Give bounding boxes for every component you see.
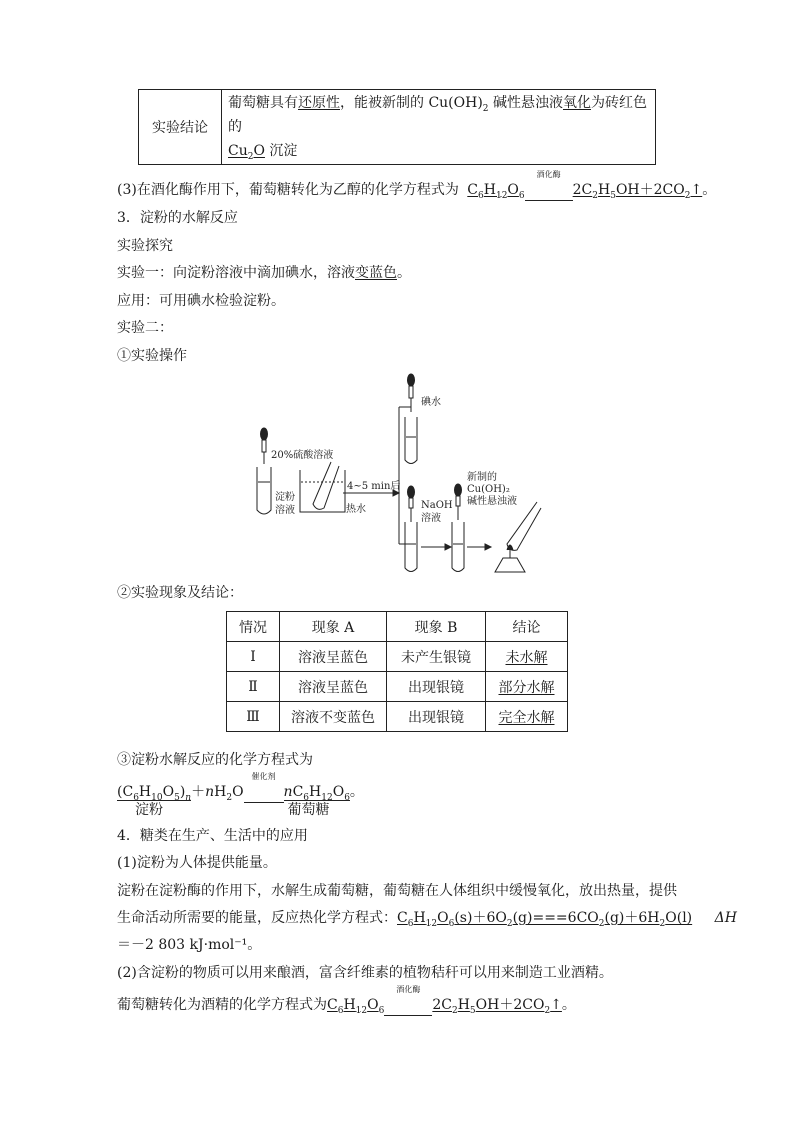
para1-line1: 淀粉在淀粉酶的作用下，水解生成葡萄糖，葡萄糖在人体组织中缓慢氧化，放出热量，提供 <box>117 883 677 899</box>
table-cell-answer: 未水解 <box>486 642 568 672</box>
test-tube-starch-icon <box>257 467 271 514</box>
item3-text: (3)在酒化酶作用下，葡萄糖转化为乙醇的化学方程式为 <box>117 182 459 198</box>
observation-title: ②实验现象及结论： <box>117 585 243 601</box>
naoh-label-1: NaOH <box>421 500 453 511</box>
iodine-label: 碘水 <box>421 397 441 408</box>
answer-cu2o: $Cu_2O$ <box>228 143 265 162</box>
cuoh-label-2: Cu(OH)₂ <box>467 484 510 495</box>
para1-line2 <box>117 908 737 928</box>
para-text: 生命活动所需要的能量，反应热化学方程式： <box>117 910 397 926</box>
answer-oxidize: 氧化 <box>562 95 591 111</box>
application-line: 应用：可用碘水检验淀粉。 <box>117 293 285 309</box>
glucose-line <box>117 985 576 1016</box>
table-row <box>227 642 568 672</box>
hydrolysis-equation: $(C_6H_{10}O_5)_n$ 淀粉 $+nH_2O$ 催化剂 $nC_6H_{12}O_6$ 葡萄糖 。 <box>117 772 364 818</box>
glucose-name: 葡萄糖 <box>287 802 330 818</box>
experiment2-title: 实验二： <box>117 320 173 336</box>
dropper-iodine-icon <box>408 374 415 412</box>
equation-title: ③淀粉水解反应的化学方程式为 <box>117 752 313 768</box>
starch-label-2: 溶液 <box>275 505 295 516</box>
reactant-starch: $(C_6H_{10}O_5)_n$ 淀粉 <box>117 784 192 818</box>
exp1-text: 实验一：向淀粉溶液中滴加碘水，溶液 <box>117 265 355 281</box>
hot-water-label: 热水 <box>346 504 366 515</box>
operation-title: ①实验操作 <box>117 348 187 364</box>
cuoh-label-1: 新制的 <box>467 472 497 483</box>
conclusion-text: ，能被新制的 Cu(OH) <box>340 95 483 111</box>
table-cell: 未产生银镜 <box>387 642 486 672</box>
plus-sign: ＋ <box>191 784 206 800</box>
observation-table <box>226 611 568 732</box>
product-glucose: $nC_6H_{12}O_6$ 葡萄糖 <box>283 784 350 818</box>
table-header: 现象 A <box>280 612 387 642</box>
punct: 。 <box>702 182 717 198</box>
table-cell: 溶液呈蓝色 <box>280 642 387 672</box>
explore-title: 实验探究 <box>117 238 173 254</box>
naoh-label-2: 溶液 <box>421 513 441 524</box>
gas-arrow: ↑ <box>550 997 562 1013</box>
gas-arrow: ↑ <box>690 182 703 198</box>
table-cell-answer: 完全水解 <box>486 702 568 732</box>
table-cell: 溶液不变蓝色 <box>280 702 387 732</box>
table-cell: Ⅰ <box>227 642 280 672</box>
conclusion-text: 为砖红色的 <box>228 95 647 135</box>
dropper-cuoh-icon <box>455 484 462 520</box>
catalyst-label: 催化剂 <box>251 772 276 781</box>
delta-h-value: ＝－2 803 kJ·mol⁻¹。 <box>117 937 262 953</box>
table-cell-answer: 部分水解 <box>486 672 568 702</box>
conclusion-table <box>138 89 656 165</box>
ferment-equation-2: $C_6H_{12}O_6$ 酒化酶 $2C_2H_5OH+2CO_2↑$ <box>327 985 562 1016</box>
item3-line <box>117 170 717 201</box>
starch-name: 淀粉 <box>135 802 163 818</box>
table-row <box>227 702 568 732</box>
dropper-naoh-icon <box>408 486 415 522</box>
conclusion-label: 实验结论 <box>139 90 222 165</box>
table-cell: Ⅲ <box>227 702 280 732</box>
table-header: 情况 <box>227 612 280 642</box>
ferment-equation: $C_6H_{12}O_6$ 酒化酶 $2C_2H_5OH+2CO_2↑$ <box>467 170 703 201</box>
table-header: 结论 <box>486 612 568 642</box>
thermo-equation: $C_6H_{12}O_6(s)+6O_2(g)===6CO_2(g)+6H_2O(l)$ <box>397 910 693 929</box>
subscript: 2 <box>482 103 489 114</box>
conclusion-text: 葡萄糖具有 <box>228 95 298 111</box>
cuoh-label-3: 碱性悬浊液 <box>467 496 517 507</box>
starch-label-1: 淀粉 <box>275 492 295 503</box>
table-header: 现象 B <box>387 612 486 642</box>
table-cell: 出现银镜 <box>387 702 486 732</box>
table-row <box>227 672 568 702</box>
section3-title: 3．淀粉的水解反应 <box>117 210 238 226</box>
experiment1-line <box>117 263 411 283</box>
sub2-title: (2)含淀粉的物质可以用来酿酒，富含纤维素的植物秸秆可以用来制造工业酒精。 <box>117 965 613 981</box>
glucose-text: 葡萄糖转化为酒精的化学方程式为 <box>117 997 327 1013</box>
conclusion-text: 碱性悬浊液 <box>488 95 563 111</box>
table-cell: 出现银镜 <box>387 672 486 702</box>
tilted-tube-icon <box>313 462 339 509</box>
table-header-row <box>227 612 568 642</box>
time-label: 4~5 min后 <box>347 481 401 492</box>
apparatus-diagram <box>245 372 545 582</box>
punct: 。 <box>397 265 411 281</box>
answer-reducibility: 还原性 <box>298 95 340 111</box>
dropper-acid-icon <box>261 428 268 464</box>
beaker-icon <box>300 470 345 512</box>
punct: 。 <box>561 997 576 1013</box>
delta-h: ΔH <box>714 910 737 926</box>
conclusion-text: 沉淀 <box>264 143 298 159</box>
alcohol-lamp-icon <box>495 545 525 572</box>
test-tube-iodine-icon <box>405 417 417 464</box>
sub1-title: (1)淀粉为人体提供能量。 <box>117 855 277 871</box>
conclusion-content <box>222 90 656 165</box>
heated-tube-icon <box>507 502 541 550</box>
catalyst-label: 酒化酶 <box>536 170 561 179</box>
section4-title: 4．糖类在生产、生活中的应用 <box>117 828 308 844</box>
table-cell: 溶液呈蓝色 <box>280 672 387 702</box>
table-cell: Ⅱ <box>227 672 280 702</box>
punct: 。 <box>349 784 364 800</box>
acid-label: 20%硫酸溶液 <box>271 450 334 461</box>
catalyst-label: 酒化酶 <box>396 985 421 994</box>
test-tube-naoh-icon <box>405 522 417 572</box>
answer-turns-blue: 变蓝色 <box>355 265 397 281</box>
test-tube-cuoh-icon <box>452 522 464 572</box>
